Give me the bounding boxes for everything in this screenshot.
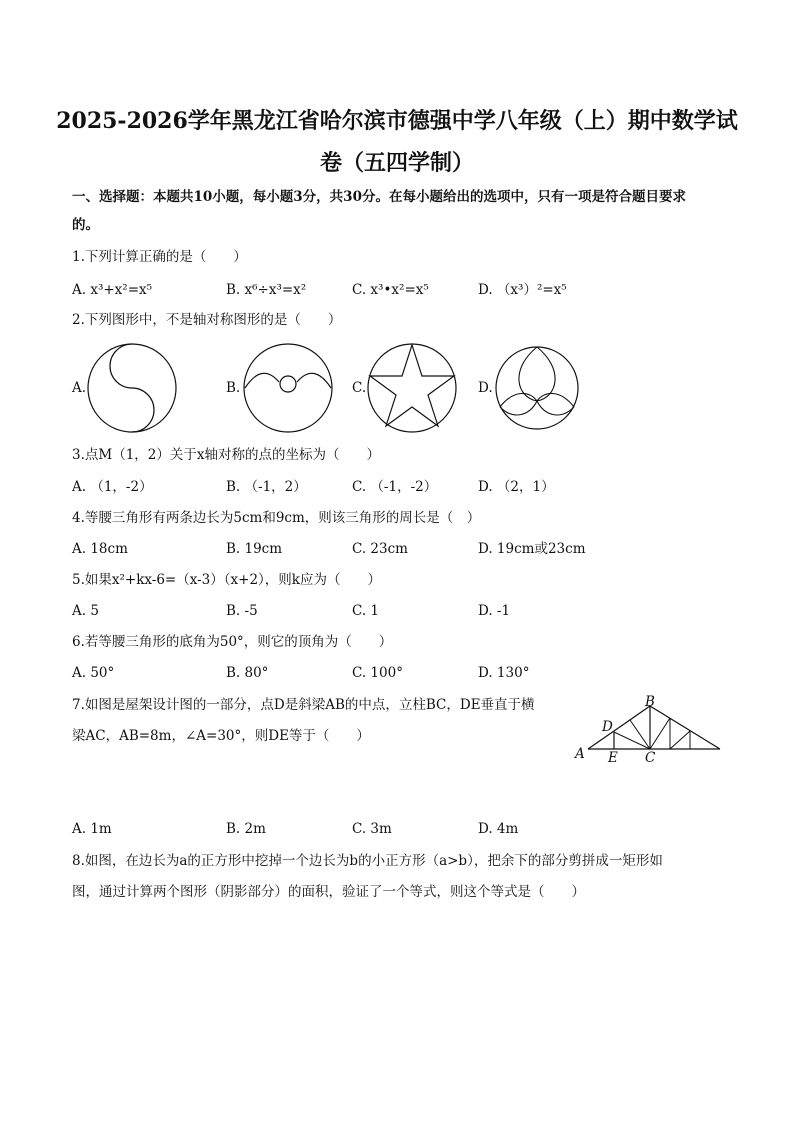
q1-stem: 1.下列计算正确的是（ ）	[72, 249, 247, 265]
page-title-line2: 卷（五四学制）	[319, 150, 474, 176]
q1-option-b: B. x⁶÷x³=x²	[226, 282, 307, 298]
page-title-line1: 2025-2026学年黑龙江省哈尔滨市德强中学八年级（上）期中数学试	[56, 108, 738, 134]
q7-stem-line1: 7.如图是屋架设计图的一部分，点D是斜梁AB的中点，立柱BC，DE垂直于横	[72, 697, 535, 713]
yin-yang-circle-figure	[86, 342, 178, 434]
q5-option-b: B. -5	[226, 603, 258, 619]
section-header-line1: 一、选择题：本题共10小题，每小题3分，共30分。在每小题给出的选项中，只有一项是符合题目要求	[72, 189, 686, 205]
q8-stem-line1: 8.如图，在边长为a的正方形中挖掉一个边长为b的小正方形（a>b），把余下的部分剪拼成一矩形如	[72, 853, 663, 869]
q2-label-b: B.	[226, 380, 241, 396]
q7-figure-label-e: E	[608, 750, 618, 766]
q6-option-a: A. 50°	[72, 665, 115, 681]
q1-option-a: A. x³+x²=x⁵	[72, 282, 153, 298]
q7-figure-label-a: A	[575, 746, 585, 762]
q4-option-c: C. 23cm	[352, 541, 408, 557]
q7-stem-line2: 梁AC，AB=8m，∠A=30°，则DE等于（ ）	[72, 728, 370, 744]
q5-stem: 5.如果x²+kx-6=（x-3）（x+2），则k应为（ ）	[72, 572, 381, 588]
q6-option-d: D. 130°	[478, 665, 530, 681]
q7-figure-label-c: C	[645, 750, 656, 766]
star-in-circle-figure	[366, 342, 458, 434]
q2-label-a: A.	[72, 380, 87, 396]
q3-option-d: D. （2，1）	[478, 479, 555, 495]
q2-stem: 2.下列图形中，不是轴对称图形的是（ ）	[72, 312, 342, 328]
section-header-line2: 的。	[72, 217, 99, 233]
q4-option-b: B. 19cm	[226, 541, 283, 557]
q3-option-c: C. （-1，-2）	[352, 479, 438, 495]
three-petal-circle-figure	[494, 345, 580, 431]
q6-option-b: B. 80°	[226, 665, 269, 681]
q7-figure-label-d: D	[602, 719, 613, 735]
q3-option-a: A. （1，-2）	[72, 479, 153, 495]
q5-option-a: A. 5	[72, 603, 99, 619]
q3-stem: 3.点M（1，2）关于x轴对称的点的坐标为（ ）	[72, 447, 380, 463]
q7-figure-label-b: B	[645, 694, 655, 710]
circle-with-arcs-figure	[242, 342, 334, 434]
q1-option-c: C. x³•x²=x⁵	[352, 282, 429, 298]
q5-option-c: C. 1	[352, 603, 380, 619]
q7-option-c: C. 3m	[352, 821, 392, 837]
q4-option-a: A. 18cm	[72, 541, 128, 557]
q1-option-d: D. （x³）²=x⁵	[478, 282, 567, 298]
q3-option-b: B. （-1，2）	[226, 479, 307, 495]
q4-stem: 4.等腰三角形有两条边长为5cm和9cm，则该三角形的周长是（ ）	[72, 510, 481, 526]
q7-option-a: A. 1m	[72, 821, 112, 837]
q5-option-d: D. -1	[478, 603, 511, 619]
q8-stem-line2: 图，通过计算两个图形（阴影部分）的面积，验证了一个等式，则这个等式是（ ）	[72, 884, 585, 900]
q7-option-d: D. 4m	[478, 821, 519, 837]
q2-label-d: D.	[478, 380, 493, 396]
q4-option-d: D. 19cm或23cm	[478, 541, 586, 557]
q6-option-c: C. 100°	[352, 665, 403, 681]
q7-option-b: B. 2m	[226, 821, 266, 837]
q6-stem: 6.若等腰三角形的底角为50°，则它的顶角为（ ）	[72, 634, 393, 650]
q2-label-c: C.	[352, 380, 367, 396]
